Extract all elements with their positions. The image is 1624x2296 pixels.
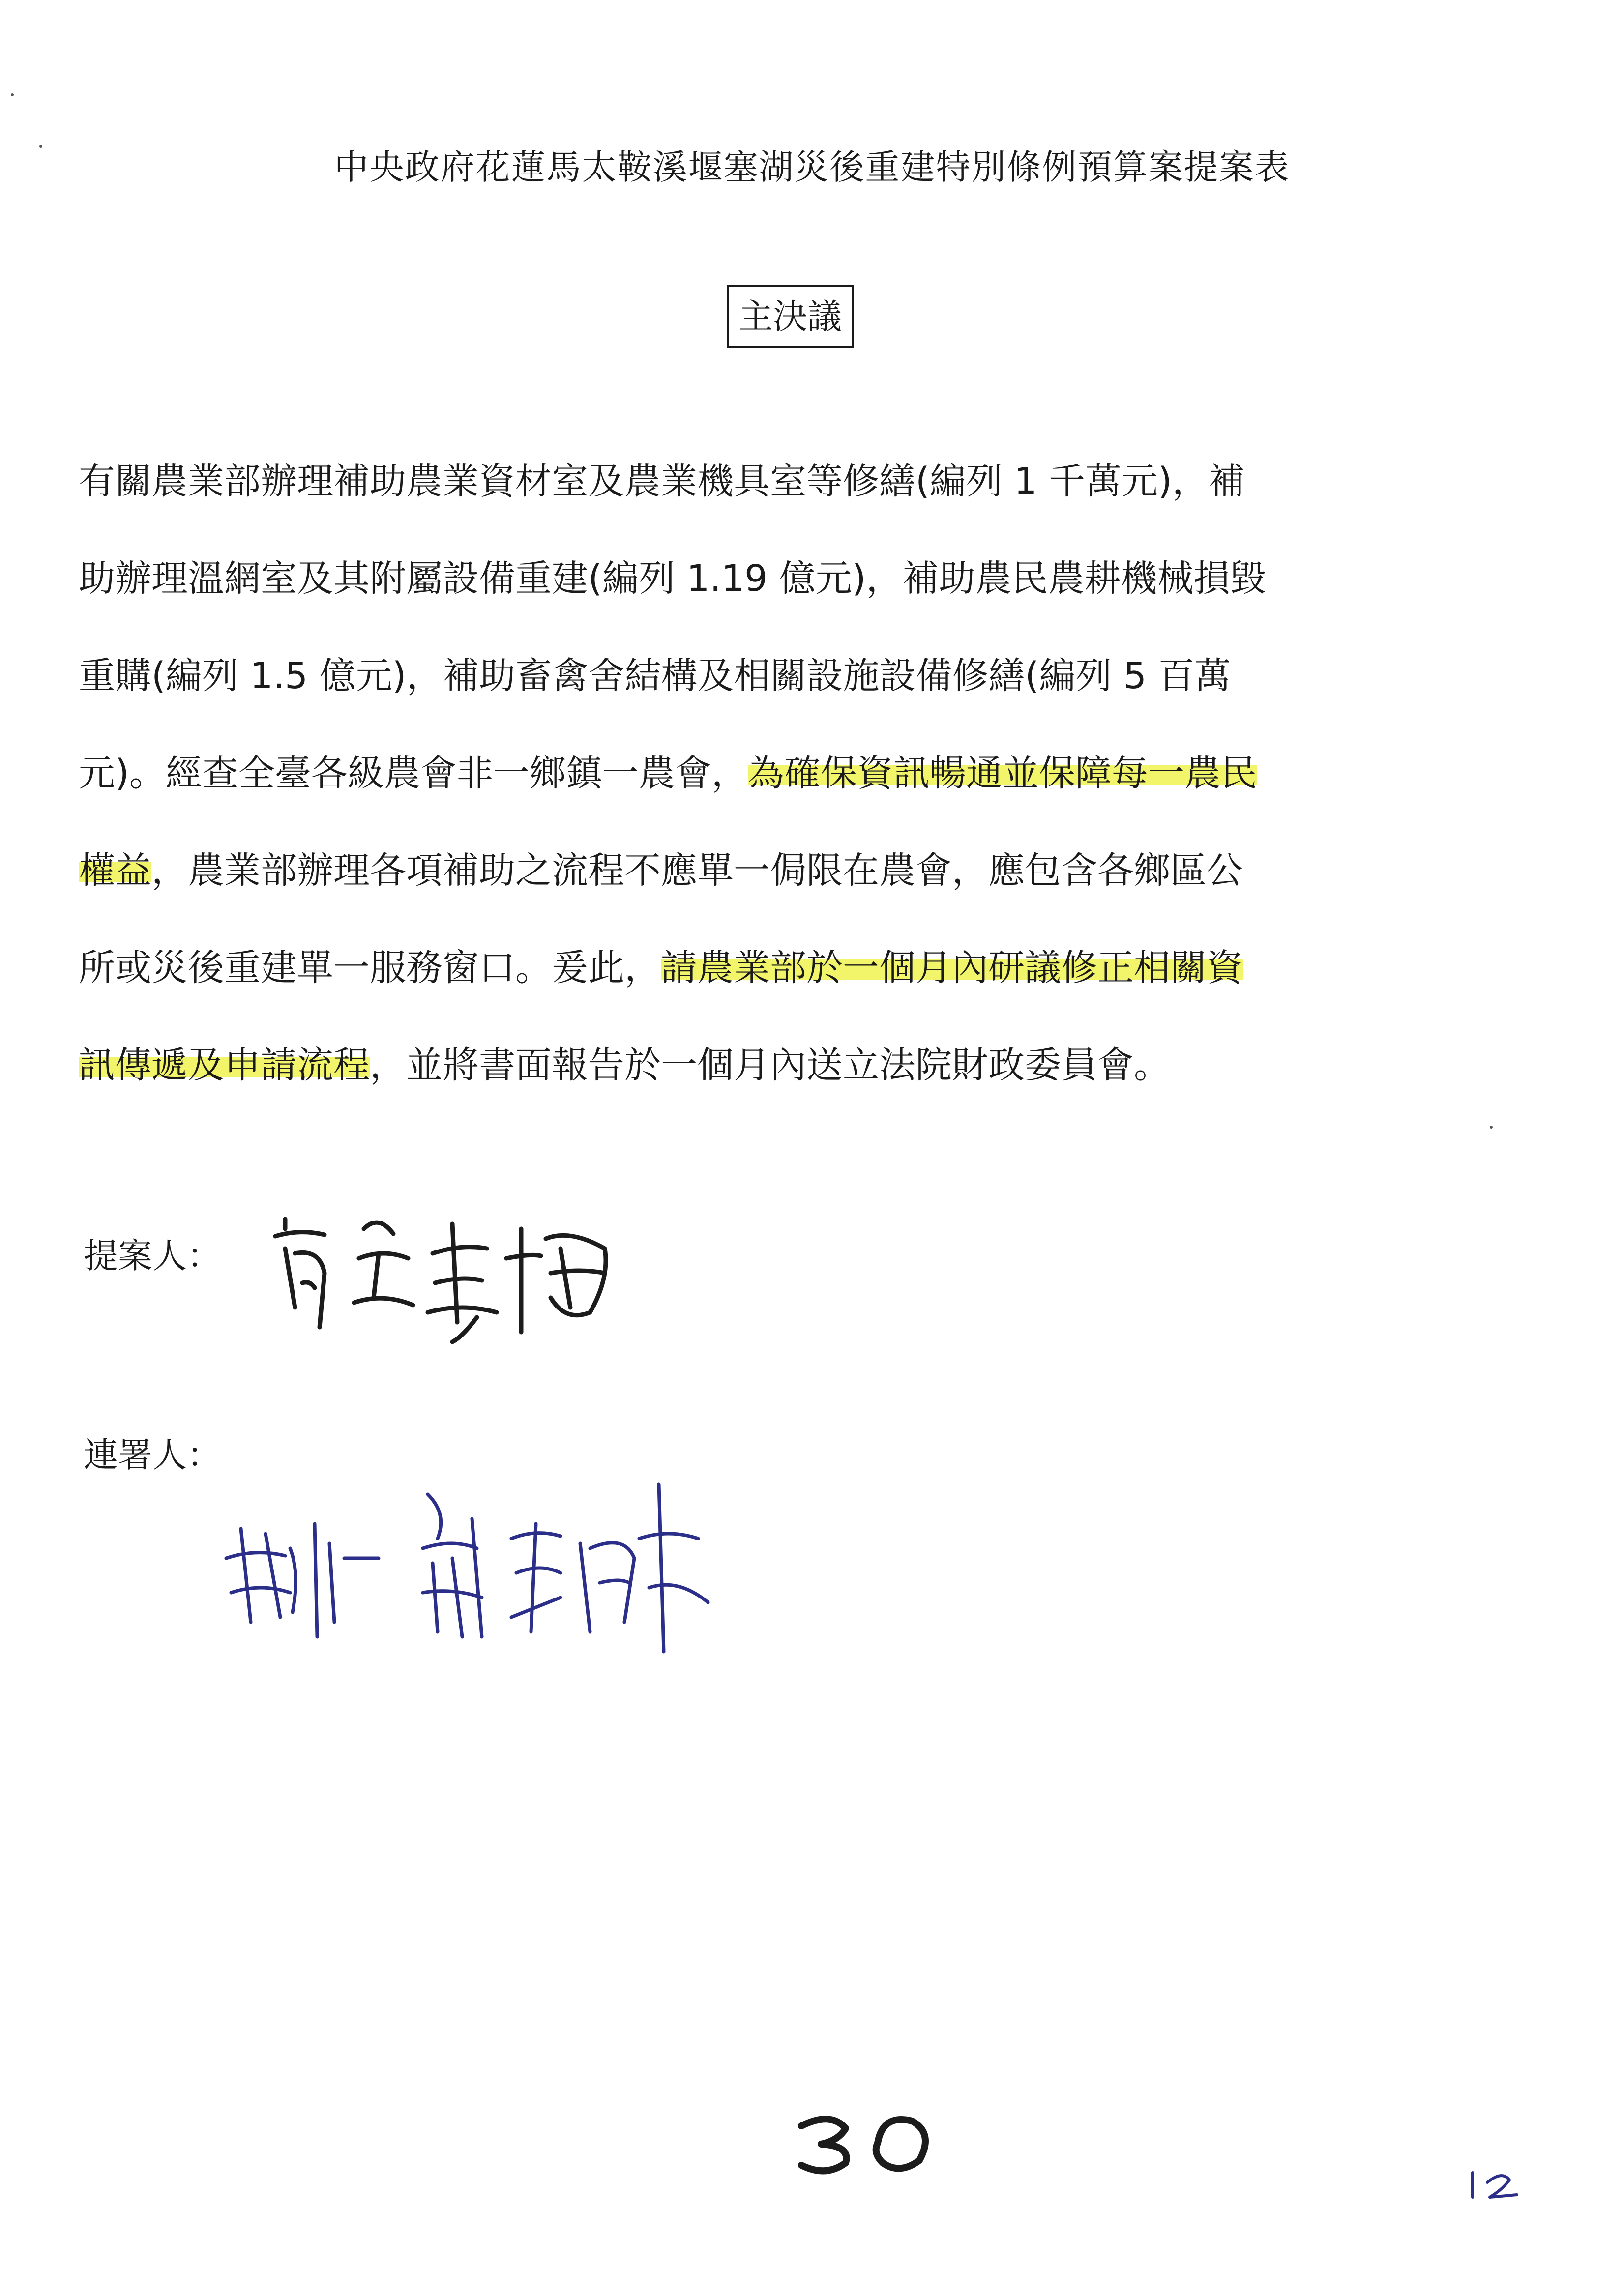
cosigner-label: 連署人： (84, 1435, 221, 1475)
body-text-segment: 有關農業部辦理補助農業資材室及農業機具室等修繕(編列 1 千萬元)，補 (79, 460, 1245, 502)
body-text-segment: 元)。經查全臺各級農會非一鄉鎮一農會， (79, 752, 748, 794)
section-label-box: 主決議 (727, 285, 854, 348)
highlighted-text: 權益 (79, 849, 151, 892)
scan-speck (11, 93, 14, 96)
body-text-segment: 助辦理溫網室及其附屬設備重建(編列 1.19 億元)，補助農民農耕機械損毀 (79, 557, 1267, 600)
body-text-segment: 所或災後重建單一服務窗口。爰此， (79, 947, 661, 989)
body-line (79, 919, 1505, 1017)
document-title: 中央政府花蓮馬太鞍溪堰塞湖災後重建特別條例預算案提案表 (334, 147, 1290, 187)
highlighted-text: 請農業部於一個月內研議修正相關資 (661, 947, 1243, 989)
body-line (79, 433, 1505, 530)
handwritten-corner-mark (1463, 2168, 1527, 2202)
scan-speck (39, 145, 42, 148)
highlighted-text: 為確保資訊暢通並保障每一農民 (747, 752, 1257, 794)
body-line (79, 530, 1505, 627)
body-line (79, 822, 1505, 919)
resolution-body (79, 433, 1505, 1114)
body-text-segment: ，並將書面報告於一個月內送立法院財政委員會。 (370, 1044, 1170, 1086)
scan-speck (1490, 1126, 1493, 1129)
highlighted-text: 訊傳遞及申請流程 (79, 1044, 370, 1086)
proposer-signature (266, 1199, 620, 1347)
handwritten-page-number (792, 2109, 954, 2178)
body-line (79, 725, 1505, 822)
cosigner-signature (216, 1475, 747, 1661)
body-line (79, 627, 1505, 725)
body-text-segment: 重購(編列 1.5 億元)，補助畜禽舍結構及相關設施設備修繕(編列 5 百萬 (79, 655, 1231, 697)
body-text-segment: ，農業部辦理各項補助之流程不應單一侷限在農會，應包含各鄉區公 (151, 849, 1243, 892)
body-line (79, 1017, 1505, 1114)
proposer-label: 提案人： (84, 1236, 221, 1276)
